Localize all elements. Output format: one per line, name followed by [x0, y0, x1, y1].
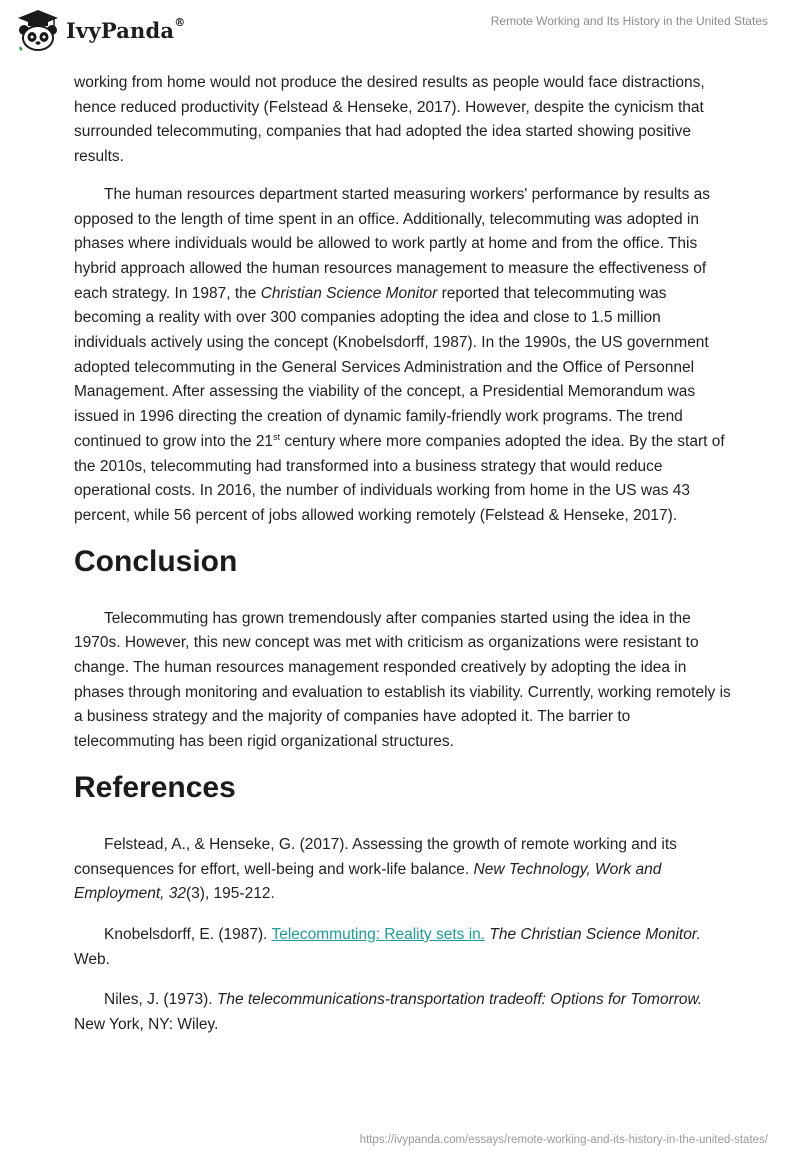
source-url[interactable]: https://ivypanda.com/essays/remote-working-and-its-history-in-the-united-states/: [359, 1134, 768, 1146]
document-body: [74, 71, 734, 1054]
panda-graduate-icon: [14, 8, 62, 52]
registered-mark: ®: [174, 15, 186, 29]
running-title: Remote Working and Its History in the United States: [490, 14, 768, 28]
brand-name: IvyPanda®: [66, 15, 186, 43]
reference-item: Niles, J. (1973). The telecommunications-transportation tradeoff: Options for Tomorrow. New York, NY: Wiley.: [74, 991, 703, 1034]
reference-item: Felstead, A., & Henseke, G. (2017). Assessing the growth of remote working and its consequences for effort, well-being and work-life balance. New Technology, Work and Employment, 32(3), 195-212.: [74, 835, 677, 903]
ordinal-suffix: st: [273, 431, 281, 442]
conclusion-heading: Conclusion: [74, 544, 238, 578]
reference-link[interactable]: Telecommuting: Reality sets in.: [271, 925, 486, 943]
conclusion-paragraph: Telecommuting has grown tremendously after companies started using the idea in the 1970s. However, this new concept was met with criticism as organizations were resistant to change. The human resources management responded creatively by adopting the idea in phases through monitoring and evaluation to establish its viability. Currently, working remotely is a business strategy and the majority of companies have adopted it. The barrier to telecommuting has been rigid organizational structures.: [74, 609, 731, 751]
reference-item: Knobelsdorff, E. (1987). Telecommuting: Reality sets in. The Christian Science Monitor. Web.: [74, 925, 701, 968]
page-header: [0, 0, 800, 60]
paragraph-continued: working from home would not produce the desired results as people would face distractions, hence reduced productivity (Felstead & Henseke, 2017). However, despite the cynicism that surrounded telecommuting, companies that had adopted the idea started showing positive results.: [74, 74, 705, 166]
brand-logo[interactable]: [14, 8, 185, 52]
references-heading: References: [74, 770, 236, 804]
publication-title: Christian Science Monitor: [260, 284, 438, 302]
paragraph-history: The human resources department started measuring workers' performance by results as opposed to the length of time spent in an office. Additionally, telecommuting was adopted in phases where individuals would be allowed to work partly at home and from the office. This hybrid approach allowed the human resources management to measure the effectiveness of each strategy. In 1987, the Christian Science Monitor reported that telecommuting was becoming a reality with over 300 companies adopting the idea and close to 1.5 million individuals actively using the concept (Knobelsdorff, 1987). In the 1990s, the US government adopted telecommuting in the General Services Administration and the Office of Personnel Management. After assessing the viability of the concept, a Presidential Memorandum was issued in 1996 directing the creation of dynamic family-friendly work programs. The trend continued to grow into the 21st century where more companies adopted the idea. By the start of the 2010s, telecommuting had transformed into a business strategy that would reduce operational costs. In 2016, the number of individuals working from home in the US was 43 percent, while 56 percent of jobs allowed working remotely (Felstead & Henseke, 2017).: [74, 185, 725, 524]
